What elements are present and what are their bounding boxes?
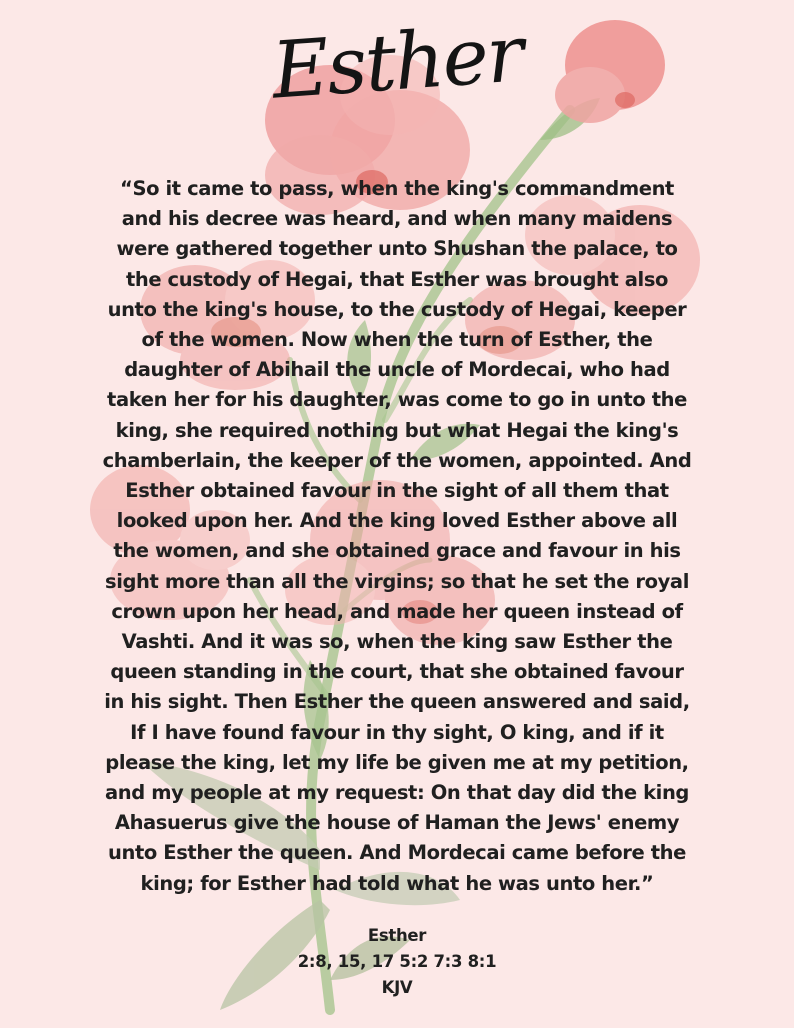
verse-line: crown upon her head, and made her queen instead of — [111, 599, 683, 623]
verse-line: Esther obtained favour in the sight of all them that — [125, 479, 669, 503]
verse-line: unto the king's house, to the custody of Hegai, keeper — [107, 297, 687, 321]
page-title: Esther — [269, 9, 525, 117]
verse-line: “So it came to pass, when the king's commandment — [120, 177, 674, 200]
verse-line: of the women. Now when the turn of Esther, the — [141, 328, 653, 352]
verse-line: looked upon her. And the king loved Esther above all — [116, 509, 678, 533]
verse-line: Vashti. And it was so, when the king saw Esther the — [121, 630, 673, 654]
verse-line: sight more than all the virgins; so that he set the royal — [105, 569, 689, 593]
scripture-passage — [70, 174, 724, 899]
verse-line: If I have found favour in thy sight, O king, and if it — [130, 720, 664, 744]
verse-line: daughter of Abihail the uncle of Mordecai, who had — [124, 358, 670, 382]
verse-line: the women, and she obtained grace and favour in his — [113, 539, 681, 563]
verse-line: in his sight. Then Esther the queen answered and said, — [104, 690, 690, 714]
verse-line: the custody of Hegai, that Esther was brought also — [125, 267, 669, 291]
verse-line: chamberlain, the keeper of the women, appointed. And — [102, 448, 692, 472]
verse-line: king, she required nothing but what Hegai the king's — [115, 418, 679, 442]
reference-chapters: 2:8, 15, 17 5:2 7:3 8:1 — [297, 952, 497, 971]
reference-version: KJV — [381, 978, 413, 997]
verse-line: and his decree was heard, and when many maidens — [121, 207, 673, 231]
verse-line: unto Esther the queen. And Mordecai came before the — [108, 841, 686, 865]
verse-line: queen standing in the court, that she obtained favour — [110, 660, 684, 684]
verse-line: please the king, let my life be given me at my petition, — [105, 750, 689, 774]
reference-book: Esther — [367, 926, 427, 945]
verse-line: Ahasuerus give the house of Haman the Jews' enemy — [114, 811, 680, 835]
verse-line: were gathered together unto Shushan the palace, to — [116, 237, 678, 261]
verse-line: and my people at my request: On that day did the king — [105, 781, 689, 805]
verse-line: king; for Esther had told what he was unto her.” — [140, 871, 654, 895]
verse-line: taken her for his daughter, was come to go in unto the — [107, 388, 687, 412]
